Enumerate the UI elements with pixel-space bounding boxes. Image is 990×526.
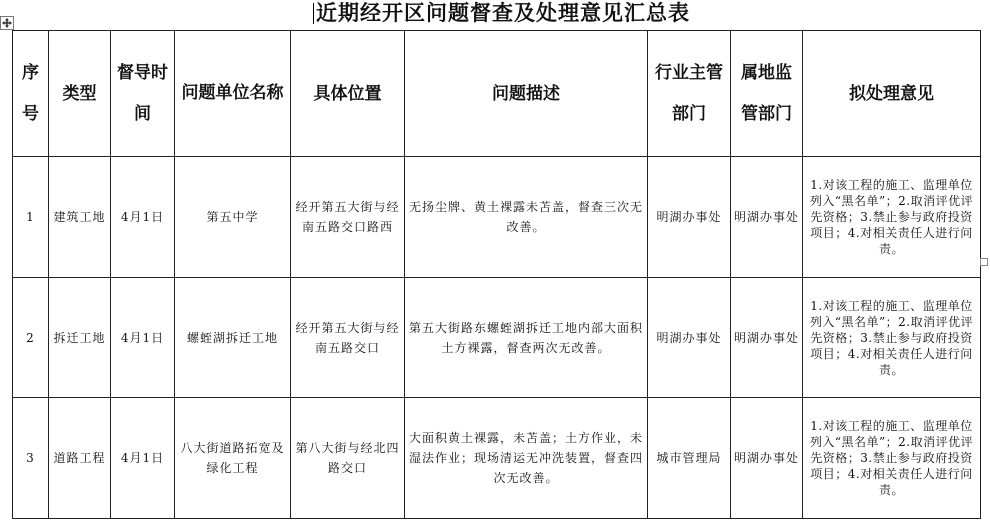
- cell-seq: 1: [13, 157, 49, 278]
- table-row: [13, 278, 981, 398]
- cell-location: 经开第五大街与经南五路交口路西: [291, 157, 405, 278]
- cell-seq: 3: [13, 398, 49, 519]
- cell-type: 建筑工地: [49, 157, 111, 278]
- cell-description: 大面积黄土裸露，未苫盖；土方作业，未湿法作业；现场清运无冲洗装置，督查四次无改善。: [405, 398, 648, 519]
- cell-type: 道路工程: [49, 398, 111, 519]
- header-type: 类型: [49, 31, 111, 157]
- header-description: 问题描述: [405, 31, 648, 157]
- table-move-handle-icon[interactable]: [0, 16, 14, 30]
- header-unit: 问题单位名称: [175, 31, 291, 157]
- page-title: 近期经开区问题督查及处理意见汇总表: [316, 0, 690, 25]
- cell-industry-dept: 明湖办事处: [648, 157, 731, 278]
- cell-opinion: 1.对该工程的施工、监理单位列入“黑名单”；2.取消评优评先资格；3.禁止参与政府投资项目；4.对相关责任人进行问责。: [803, 398, 981, 519]
- header-seq: 序号: [13, 31, 49, 157]
- cell-location: 第八大街与经北四路交口: [291, 398, 405, 519]
- cell-description: 第五大街路东螺蛭湖拆迁工地内部大面积土方裸露，督查两次无改善。: [405, 278, 648, 398]
- header-industry-dept: 行业主管部门: [648, 31, 731, 157]
- cell-unit: 八大街道路拓宽及绿化工程: [175, 398, 291, 519]
- cell-local-dept: 明湖办事处: [731, 157, 803, 278]
- cell-unit: 螺蛭湖拆迁工地: [175, 278, 291, 398]
- cell-time: 4月1日: [111, 278, 175, 398]
- cell-seq: 2: [13, 278, 49, 398]
- cell-opinion: 1.对该工程的施工、监理单位列入“黑名单”；2.取消评优评先资格；3.禁止参与政府投资项目；4.对相关责任人进行问责。: [803, 157, 981, 278]
- table-resize-handle[interactable]: [980, 258, 988, 266]
- cell-location: 经开第五大街与经南五路交口: [291, 278, 405, 398]
- cell-type: 拆迁工地: [49, 278, 111, 398]
- header-opinion: 拟处理意见: [803, 31, 981, 157]
- cell-opinion: 1.对该工程的施工、监理单位列入“黑名单”；2.取消评优评先资格；3.禁止参与政府投资项目；4.对相关责任人进行问责。: [803, 278, 981, 398]
- table-header-row: [13, 31, 981, 157]
- cell-time: 4月1日: [111, 157, 175, 278]
- cell-unit: 第五中学: [175, 157, 291, 278]
- header-location: 具体位置: [291, 31, 405, 157]
- header-local-dept: 属地监管部门: [731, 31, 803, 157]
- cell-local-dept: 明湖办事处: [731, 398, 803, 519]
- header-time: 督导时间: [111, 31, 175, 157]
- cell-local-dept: 明湖办事处: [731, 278, 803, 398]
- table-row: [13, 157, 981, 278]
- cell-description: 无扬尘牌、黄土裸露未苫盖，督查三次无改善。: [405, 157, 648, 278]
- table-row: [13, 398, 981, 519]
- text-cursor: [313, 3, 314, 24]
- cell-industry-dept: 城市管理局: [648, 398, 731, 519]
- cell-time: 4月1日: [111, 398, 175, 519]
- summary-table: [12, 30, 981, 519]
- cell-industry-dept: 明湖办事处: [648, 278, 731, 398]
